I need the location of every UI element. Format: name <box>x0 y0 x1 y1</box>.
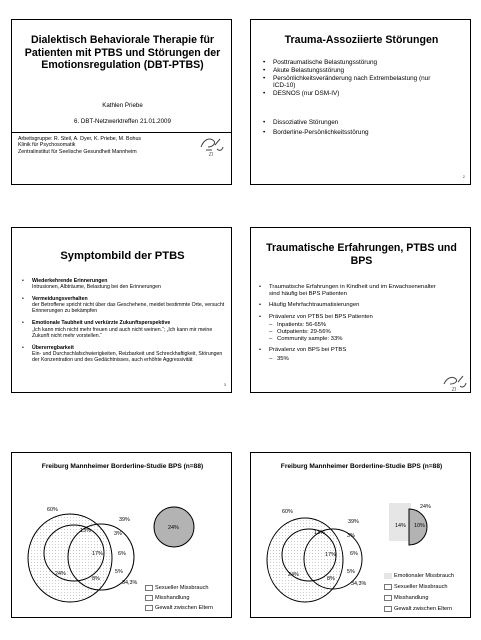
footer-line: Klinik für Psychosomatik <box>18 142 76 149</box>
venn-ellipse-sexual-abuse <box>28 514 112 602</box>
svg-text:6%: 6% <box>118 551 126 557</box>
svg-text:13%: 13% <box>314 530 325 536</box>
slide-3-list <box>22 278 227 363</box>
legend-item <box>145 595 190 601</box>
slide-5 <box>11 452 232 618</box>
list-item <box>22 320 227 338</box>
svg-text:34,3%: 34,3% <box>351 581 367 587</box>
footer-line: Arbeitsgruppe: R. Steil, A. Dyer, K. Priebe, M. Bohus <box>18 136 142 142</box>
legend-swatch <box>384 595 392 601</box>
svg-text:39%: 39% <box>348 519 359 525</box>
legend-item <box>384 595 429 601</box>
svg-text:6%: 6% <box>350 551 358 557</box>
page-number: 3 <box>223 382 226 387</box>
svg-text:ZI: ZI <box>451 387 457 392</box>
legend-item <box>384 584 447 590</box>
legend-swatch <box>145 595 153 601</box>
legend-swatch <box>384 584 392 590</box>
slide-1-event: 6. DBT-Netzwerktreffen 21.01.2009 <box>74 118 171 125</box>
svg-text:60%: 60% <box>47 507 58 513</box>
venn-diagram <box>251 453 472 619</box>
slide-4-list <box>259 284 464 363</box>
item-head: • Vermeidungsverhalten <box>32 296 88 303</box>
emotional-abuse-rect <box>389 503 411 541</box>
page-number: 2 <box>462 174 465 179</box>
legend-item <box>145 585 208 591</box>
slide-2-title: Trauma-Assoziierte Störungen <box>284 34 439 46</box>
svg-text:5%: 5% <box>347 569 355 575</box>
list-item <box>259 347 464 362</box>
svg-text:ZI: ZI <box>208 152 214 157</box>
legend-label: Emotionaler Missbrauch <box>394 573 455 579</box>
slide-1-divider <box>12 132 231 133</box>
slide-1-title: Dialektisch Behaviorale Therapie für Patienten mit PTBS und Störungen der Emotionsregulation (DBT-PTBS) <box>24 34 221 72</box>
slide-3 <box>11 227 232 393</box>
list-item: • Traumatische Erfahrungen in Kindheit und im Erwachsenenalter sind häufig bei BPS Patienten <box>259 284 444 298</box>
list-item: • Posttraumatische Belastungsstörung <box>263 59 463 67</box>
slide-6 <box>250 452 471 618</box>
svg-text:8%: 8% <box>92 576 100 582</box>
slide-6-title: Freiburg Mannheimer Borderline-Studie BPS (n=88) <box>280 463 443 470</box>
svg-text:5%: 5% <box>115 569 123 575</box>
slide-4 <box>250 227 471 393</box>
legend-swatch <box>145 585 153 591</box>
legend-item <box>145 605 213 611</box>
slide-1-author: Kathlen Priebe <box>102 102 143 109</box>
legend-swatch <box>384 573 392 579</box>
list-item: • Dissoziative Störungen <box>263 118 463 128</box>
svg-text:14%: 14% <box>395 523 406 529</box>
svg-text:10%: 10% <box>414 523 425 529</box>
legend-label: Sexueller Missbrauch <box>394 584 448 590</box>
svg-text:3%: 3% <box>347 533 355 539</box>
item-text: Prävalenz von BPS bei PTBS <box>269 347 347 354</box>
item-head: • Übererregbarkeit <box>32 344 74 351</box>
svg-text:13%: 13% <box>80 528 91 534</box>
sub-item: – Community sample: 33% <box>269 336 464 343</box>
list-item <box>259 314 464 344</box>
slide-1-footer <box>18 136 188 155</box>
item-text: „Ich kann mich nicht mehr freuen und auch nicht weinen.“; „Ich kann mir meine Zukunft nicht mehr vorstellen.“ <box>32 326 213 339</box>
svg-text:24%: 24% <box>420 504 431 510</box>
item-head: • Emotionale Taubheit und verkürzte Zukunftsperspektive <box>32 320 171 327</box>
list-item <box>22 345 227 363</box>
svg-text:60%: 60% <box>282 509 293 515</box>
legend-label: Gewalt zwischen Eltern <box>155 605 214 611</box>
sub-item: – Outpatients: 29-56% <box>269 329 464 336</box>
item-text: Intrusionen, Albträume, Belastung bei den Erinnerungen <box>32 284 161 291</box>
slide-2-list-1 <box>263 59 463 98</box>
svg-text:39%: 39% <box>119 517 130 523</box>
venn-diagram <box>12 453 233 619</box>
legend-label: Misshandlung <box>394 595 429 601</box>
svg-text:24%: 24% <box>288 572 299 578</box>
item-text: Prävalenz von PTBS bei BPS Patienten <box>269 313 373 320</box>
legend-item <box>384 573 454 579</box>
slide-5-title: Freiburg Mannheimer Borderline-Studie BPS (n=88) <box>41 463 204 470</box>
sub-item: – Inpatients: 56-65% <box>269 322 464 329</box>
svg-text:24%: 24% <box>55 571 66 577</box>
list-item: • DESNOS (nur DSM-IV) <box>263 90 463 98</box>
legend-swatch <box>145 605 153 611</box>
legend-swatch <box>384 606 392 612</box>
list-item <box>22 278 227 290</box>
slide-4-title: Traumatische Erfahrungen, PTBS und BPS <box>266 242 457 267</box>
svg-text:24%: 24% <box>168 525 179 531</box>
footer-line: Zentralinstitut für Seelische Gesundheit Mannheim <box>18 148 137 155</box>
item-text: der Betroffene spricht nicht über das Geschehene, meidet bestimmte Orte, versucht Erinnerungen zu bekämpfen <box>32 302 225 315</box>
sub-item: – 35% <box>269 356 464 363</box>
legend-label: Sexueller Missbrauch <box>155 585 209 591</box>
legend-label: Gewalt zwischen Eltern <box>394 606 453 612</box>
svg-text:17%: 17% <box>92 551 103 557</box>
list-item <box>22 296 227 314</box>
slide-2-list-2 <box>263 118 463 138</box>
list-item: • Häufig Mehrfachtraumatisierungen <box>259 302 464 309</box>
slide-2 <box>250 19 471 185</box>
slide-1 <box>11 19 232 185</box>
list-item: • Borderline-Persönlichkeitsstörung <box>263 128 463 138</box>
svg-text:17%: 17% <box>325 552 336 558</box>
legend-item <box>384 606 452 612</box>
legend-label: Misshandlung <box>155 595 190 601</box>
svg-text:3%: 3% <box>114 531 122 537</box>
list-item: • Persönlichkeitsveränderung nach Extrembelastung (nur ICD-10) <box>263 75 433 91</box>
item-text: Ein- und Durchschlafschwierigkeiten, Reizbarkeit und Schreckhaftigkeit, Störungen der Konzentration und des Gedächtnisses, auch erhöhte Aggressivität <box>32 350 223 363</box>
svg-text:34,3%: 34,3% <box>122 580 138 586</box>
institute-logo-icon <box>441 374 467 392</box>
list-item: • Akute Belastungsstörung <box>263 67 463 75</box>
svg-text:8%: 8% <box>327 576 335 582</box>
item-head: • Wiederkehrende Erinnerungen <box>32 278 108 284</box>
institute-logo-icon <box>198 135 224 157</box>
slide-3-title: Symptombild der PTBS <box>60 250 185 262</box>
